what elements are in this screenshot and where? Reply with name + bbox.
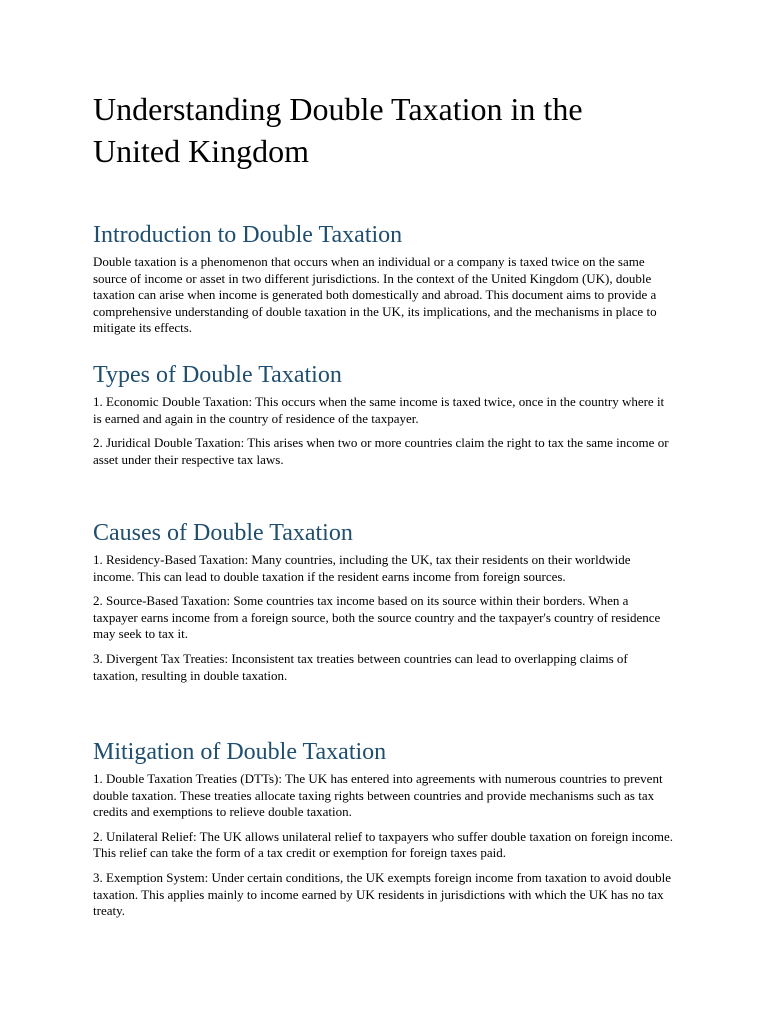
section-paragraph: 1. Residency-Based Taxation: Many countries, including the UK, tax their residents on their worldwide income. This can lead to double taxation if the resident earns income from foreign sources. bbox=[93, 552, 631, 584]
section-paragraph: 3. Exemption System: Under certain conditions, the UK exempts foreign income from taxation to avoid double taxation. This applies mainly to income earned by UK residents in jurisdictions with which the UK has no tax treaty. bbox=[93, 869, 672, 919]
section-heading: Types of Double Taxation bbox=[93, 362, 342, 388]
section-paragraph: 2. Source-Based Taxation: Some countries tax income based on its source within their borders. When a taxpayer earns income from a foreign source, both the source country and the taxpayer's country of residence may seek to tax it. bbox=[93, 593, 661, 642]
section-types bbox=[93, 360, 673, 476]
section-paragraph: Double taxation is a phenomenon that occurs when an individual or a company is taxed twice on the same source of income or asset in two different jurisdictions. In the context of the United Kingdom (UK), double taxation can arise when income is generated both domestically and abroad. This document aims to provide a comprehensive understanding of double taxation in the UK, its implications, and the mechanisms in place to mitigate its effects. bbox=[93, 254, 657, 336]
section-paragraph: 3. Divergent Tax Treaties: Inconsistent tax treaties between countries can lead to overlapping claims of taxation, resulting in double taxation. bbox=[93, 650, 628, 683]
section-paragraph: 2. Juridical Double Taxation: This arises when two or more countries claim the right to tax the same income or asset under their respective tax laws. bbox=[93, 435, 669, 467]
section-paragraph: 1. Double Taxation Treaties (DTTs): The UK has entered into agreements with numerous countries to prevent double taxation. These treaties allocate taxing rights between countries and provide mechanisms such as tax credits and exemptions to relieve double taxation. bbox=[93, 771, 663, 820]
document-title: Understanding Double Taxation in the United Kingdom bbox=[93, 91, 583, 169]
section-heading: Causes of Double Taxation bbox=[93, 520, 353, 546]
section-mitigation bbox=[93, 737, 673, 928]
section-introduction bbox=[93, 220, 673, 345]
section-causes bbox=[93, 518, 673, 692]
section-heading: Mitigation of Double Taxation bbox=[93, 739, 387, 765]
section-heading: Introduction to Double Taxation bbox=[93, 222, 403, 248]
section-paragraph: 2. Unilateral Relief: The UK allows unilateral relief to taxpayers who suffer double taxation on foreign income. This relief can take the form of a tax credit or exemption for foreign taxes paid. bbox=[93, 828, 674, 861]
section-paragraph: 1. Economic Double Taxation: This occurs when the same income is taxed twice, once in the country where it is earned and again in the country of residence of the taxpayer. bbox=[93, 394, 665, 426]
